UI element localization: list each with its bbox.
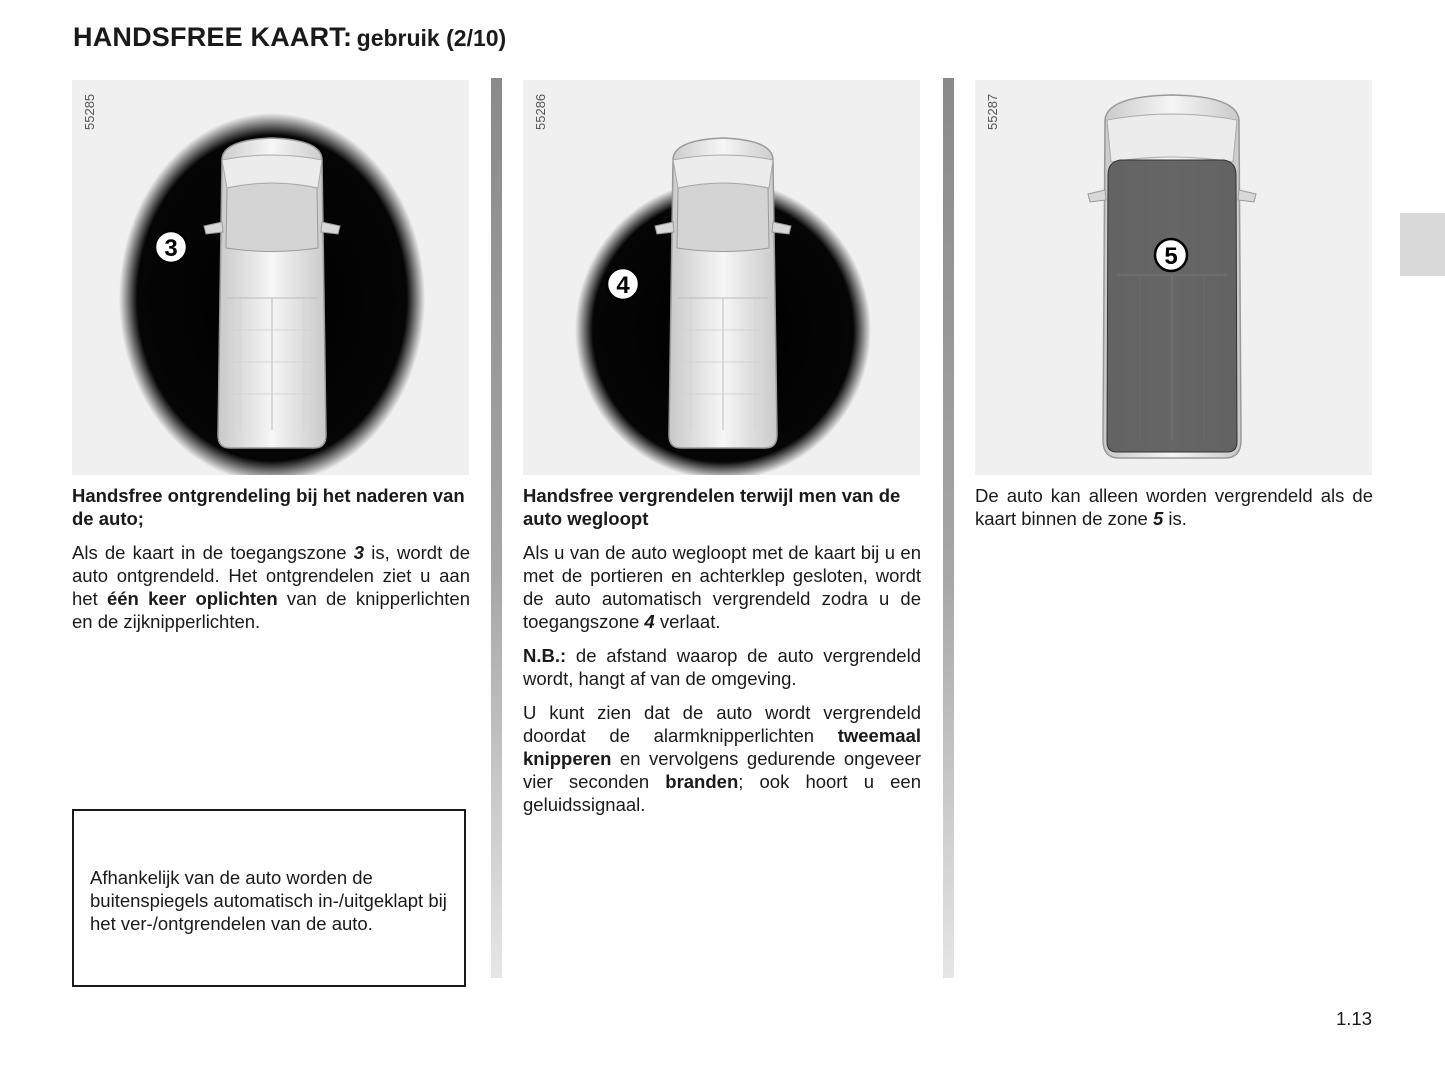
figure-code: 55286 xyxy=(533,93,548,130)
svg-text:5: 5 xyxy=(1164,243,1178,270)
paragraph: De auto kan alleen worden vergrendeld als de kaart binnen de zone 5 is. xyxy=(975,485,1373,529)
figure-code: 55287 xyxy=(985,93,1000,130)
figure-code: 55285 xyxy=(82,93,97,130)
info-box xyxy=(72,809,466,987)
callout-5 xyxy=(1155,239,1187,271)
callout-4 xyxy=(607,268,639,300)
column-separator xyxy=(491,78,502,978)
title-sub: gebruik (2/10) xyxy=(356,25,507,51)
title-main: HANDSFREE KAART: xyxy=(73,22,353,52)
info-box-text: Afhankelijk van de auto worden de buitenspiegels automatisch in-/uitgeklapt bij het ver-/ontgrendelen van de auto. xyxy=(90,867,447,934)
section-thumb-tab xyxy=(1400,213,1445,276)
paragraph: Als u van de auto wegloopt met de kaart bij u en met de portieren en achterklep gesloten, wordt de auto automatisch vergrendeld zodra u de toegangszone 4 verlaat. xyxy=(523,542,921,632)
van-icon xyxy=(204,138,340,448)
column-2 xyxy=(523,484,921,827)
svg-text:4: 4 xyxy=(616,272,630,299)
paragraph: U kunt zien dat de auto wordt vergrendeld doordat de alarmknipperlichten tweemaal knipperen en vervolgens gedurende ongeveer vier seconden branden; ook hoort u een geluidssignaal. xyxy=(523,702,921,815)
column-1 xyxy=(72,484,470,644)
paragraph: Als de kaart in de toegangszone 3 is, wordt de auto ontgrendeld. Het ontgrendelen ziet u aan het één keer oplichten van de knipperlichten en de zijknipperlichten. xyxy=(72,542,471,632)
page-title xyxy=(73,22,506,53)
section-heading: Handsfree ontgrendeling bij het naderen van de auto; xyxy=(72,485,465,529)
section-heading: Handsfree vergrendelen terwijl men van de auto wegloopt xyxy=(523,485,901,529)
figure-walkaway-lock xyxy=(523,80,920,475)
callout-3 xyxy=(155,231,187,263)
figure-approach-unlock xyxy=(72,80,469,475)
svg-text:3: 3 xyxy=(164,235,178,262)
van-icon xyxy=(655,138,791,448)
column-3 xyxy=(975,484,1373,541)
figure-lock-zone xyxy=(975,80,1372,475)
note-paragraph: N.B.: de afstand waarop de auto vergrendeld wordt, hangt af van de omgeving. xyxy=(523,645,921,689)
page-number: 1.13 xyxy=(1335,1008,1372,1029)
column-separator xyxy=(943,78,954,978)
